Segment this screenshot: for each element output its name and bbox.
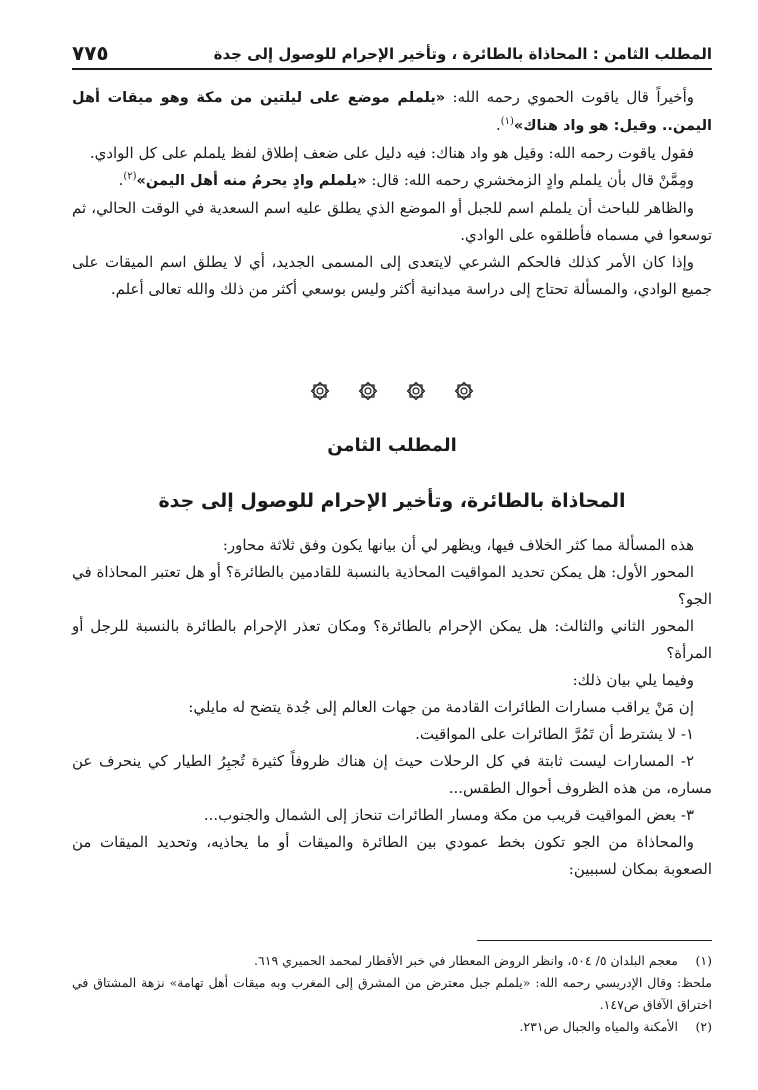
list-item-2: ٢- المسارات ليست ثابتة في كل الرحلات حيث إن هناك ظروفاً كثيرة تُجبِرُ الطيار كي ينحرف عن مساره، من هذه الظروف أحوال الطقس... xyxy=(72,752,712,797)
paragraph-conclusion: وإذا كان الأمر كذلك فالحكم الشرعي لايتعدى إلى المسمى الجديد، أي لا يطلق اسم الميقات على جميع الوادي، والمسألة تحتاج إلى دراسة ميدانية أكثر وليس بوسعي أكثر من ذلك والله تعالى أعلم. xyxy=(72,253,712,298)
running-title: المطلب الثامن : المحاذاة بالطائرة ، وتأخير الإحرام للوصول إلى جدة xyxy=(213,45,712,63)
list-item-3: ٣- بعض المواقيت قريب من مكة ومسار الطائرات تنحاز إلى الشمال والجنوب... xyxy=(203,806,694,824)
footnotes xyxy=(72,950,712,1038)
section-divider xyxy=(72,380,712,402)
footnote-1-note: ملحظ: وقال الإدريسي رحمه الله: «يلملم جبل معترض من المشرق إلى المغرب وبه ميقات أهل تهامة» نزهة المشتاق في اختراق الآفاق ص١٤٧. xyxy=(72,975,712,1012)
paragraph-researcher-view: والظاهر للباحث أن يلملم اسم للجبل أو الموضع الذي يطلق عليه اسم السعدية في الوقت الحالي، ثم توسعوا في مسماه فأطلقوه على الوادي. xyxy=(72,199,712,244)
footnote-2: (٢)الأمكنة والمياه والجبال ص٢٣١. xyxy=(72,1016,712,1038)
paragraph-alignment: والمحاذاة من الجو تكون بخط عمودي بين الطائرة والميقات أو ما يحاذيه، وتحديد الميقات من الصعوبة بمكان لسببين: xyxy=(72,833,712,878)
footnote-ref-2[interactable]: (٢) xyxy=(123,171,137,182)
section-subtitle: المحاذاة بالطائرة، وتأخير الإحرام للوصول إلى جدة xyxy=(158,490,626,512)
book-page xyxy=(72,0,712,1090)
paragraph-explanation-lead: وفيما يلي بيان ذلك: xyxy=(572,671,694,689)
floral-ornament-icon xyxy=(309,380,331,402)
floral-ornament-icon xyxy=(453,380,475,402)
footnote-1: (١)معجم البلدان ٥/ ٥٠٤، وانظر الروض المعطار في خبر الأقطار لمحمد الحميري ٦١٩. xyxy=(72,950,712,972)
page-header xyxy=(72,34,712,70)
section-title: المطلب الثامن xyxy=(327,435,457,456)
paragraph-axis-1: المحور الأول: هل يمكن تحديد المواقيت المحاذية بالنسبة للقادمين بالطائرة؟ أو هل تعتبر المحاذاة في الجو؟ xyxy=(72,563,712,608)
list-item-1: ١- لا يشترط أن تَمُرَّ الطائرات على المواقيت. xyxy=(415,725,694,743)
quote-yaqut: «يلملم موضع على ليلتين من مكة وهو ميقات أهل اليمن.. وقيل: هو واد هناك» xyxy=(72,90,712,134)
page-number: ٧٧٥ xyxy=(72,41,109,65)
paragraph-yaqut-quote: وأخيراً قال ياقوت الحموي رحمه الله: «يلملم موضع على ليلتين من مكة وهو ميقات أهل اليمن.. وقيل: هو واد هناك»$^{(١)}$. xyxy=(72,88,712,134)
paragraph-axis-2-3: المحور الثاني والثالث: هل يمكن الإحرام بالطائرة؟ ومكان تعذر الإحرام بالطائرة بالنسبة للرجل أو المرأة؟ xyxy=(72,617,712,662)
paragraph-flight-paths: إن مَنْ يراقب مسارات الطائرات القادمة من جهات العالم إلى جُدة يتضح له مايلي: xyxy=(188,698,694,716)
paragraph-zamakhshari: ومِمَّنْ قال بأن يلملم وادٍ الزمخشري رحمه الله: قال: «يلملم وادٍ يحرمُ منه أهل اليمن»$^{(٢)}$. xyxy=(118,171,694,189)
section-body xyxy=(72,532,712,883)
footnote-number-1: (١) xyxy=(695,953,712,968)
footnote-divider xyxy=(477,940,712,941)
footnote-number-2: (٢) xyxy=(695,1019,712,1034)
paragraph-yaqut-comment: فقول ياقوت رحمه الله: وقيل هو واد هناك: فيه دليل على ضعف إطلاق لفظ يلملم على كل الوادي. xyxy=(89,144,694,162)
footnote-ref-1[interactable]: (١) xyxy=(500,116,514,127)
body-text xyxy=(72,84,712,303)
quote-zamakhshari: «يلملم وادٍ يحرمُ منه أهل اليمن» xyxy=(136,173,367,189)
floral-ornament-icon xyxy=(357,380,379,402)
paragraph-intro: هذه المسألة مما كثر الخلاف فيها، ويظهر لي أن بيانها يكون وفق ثلاثة محاور: xyxy=(222,536,694,554)
floral-ornament-icon xyxy=(405,380,427,402)
